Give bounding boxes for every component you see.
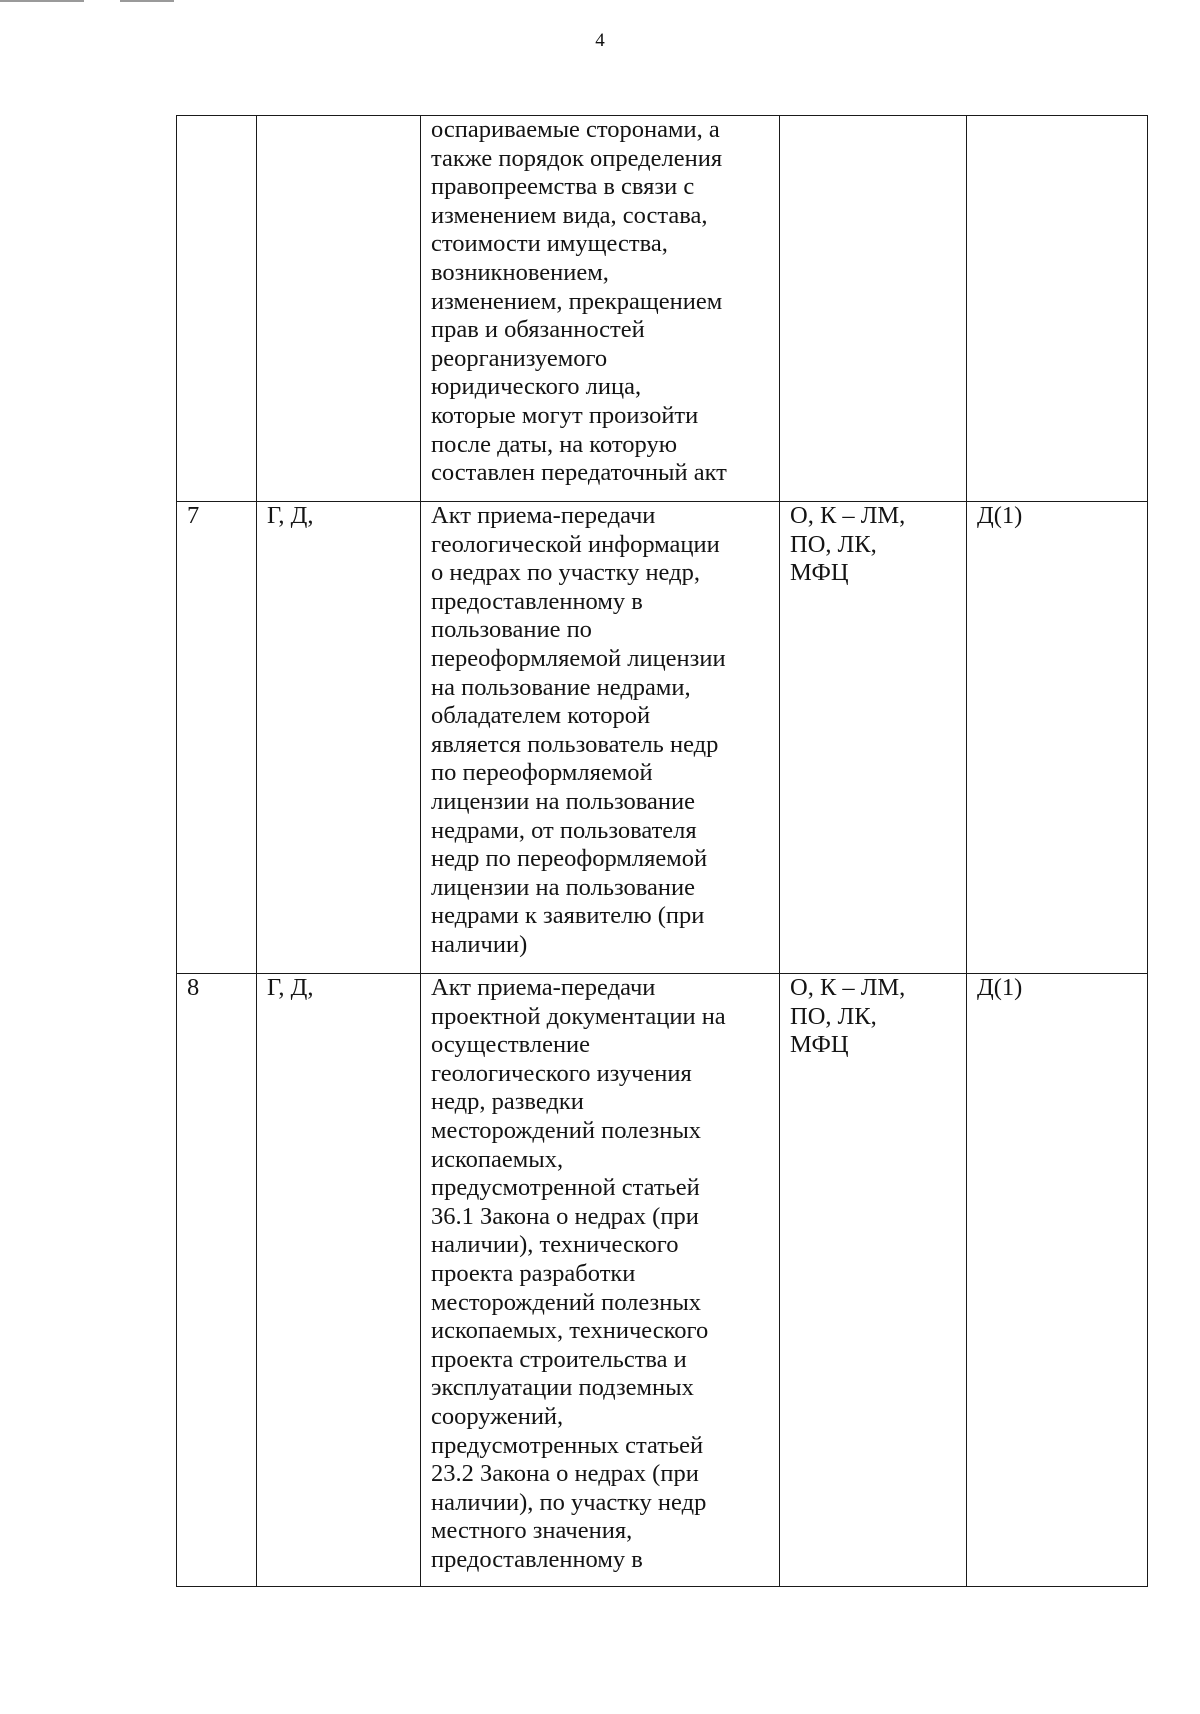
source-cell — [967, 116, 1148, 502]
applicant-code-cell — [257, 116, 421, 502]
table-row — [177, 502, 1148, 974]
document-description-cell: Акт приема-передачи проектной документации на осуществление геологического изучения недр, разведки месторождений полезных ископаемых, предусмотренной статьей 36.1 Закона о недрах (при наличии), технического проекта разработки месторождений полезных ископаемых, технического проекта строительства и эксплуатации подземных сооружений, предусмотренных статьей 23.2 Закона о недрах (при наличии), по участку недр местного значения, предоставленному в — [421, 974, 780, 1587]
table-row — [177, 116, 1148, 502]
document-description-cell: Акт приема-передачи геологической информации о недрах по участку недр, предоставленному в пользование по переоформляемой лицензии на пользование недрами, обладателем которой является пользователь недр по переоформляемой лицензии на пользование недрами, от пользователя недр по переоформляемой лицензии на пользование недрами к заявителю (при наличии) — [421, 502, 780, 974]
document-description-cell: оспариваемые сторонами, а также порядок определения правопреемства в связи с изменением вида, состава, стоимости имущества, возникновением, изменением, прекращением прав и обязанностей реорганизуемого юридического лица, которые могут произойти после даты, на которую составлен передаточный акт — [421, 116, 780, 502]
submission-form-cell: О, К – ЛМ, ПО, ЛК, МФЦ — [780, 502, 967, 974]
scan-edge-mark — [0, 0, 84, 2]
scan-edge-mark — [120, 0, 174, 2]
row-number-cell: 8 — [177, 974, 257, 1587]
page-number: 4 — [595, 30, 605, 51]
submission-form-cell: О, К – ЛМ, ПО, ЛК, МФЦ — [780, 974, 967, 1587]
applicant-code-cell: Г, Д, — [257, 974, 421, 1587]
submission-form-cell — [780, 116, 967, 502]
row-number-cell: 7 — [177, 502, 257, 974]
source-cell: Д(1) — [967, 974, 1148, 1587]
table-row — [177, 974, 1148, 1587]
applicant-code-cell: Г, Д, — [257, 502, 421, 974]
row-number-cell — [177, 116, 257, 502]
document-table — [176, 115, 1148, 1587]
source-cell: Д(1) — [967, 502, 1148, 974]
